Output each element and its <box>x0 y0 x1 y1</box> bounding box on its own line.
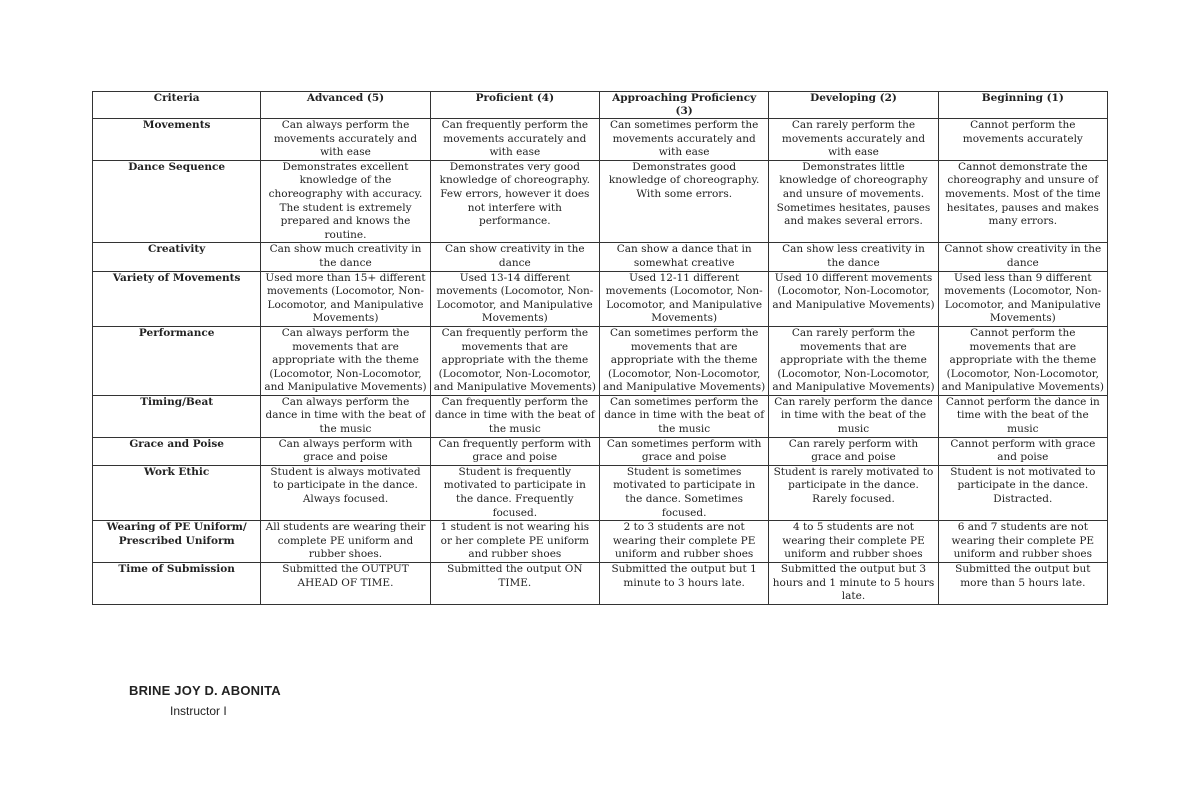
table-row <box>93 326 1108 395</box>
table-cell: 2 to 3 students are not wearing their complete PE uniform and rubber shoes <box>599 521 768 563</box>
table-cell: Can show creativity in the dance <box>430 243 599 271</box>
table-cell: Can rarely perform the dance in time with the beat of the music <box>769 395 938 437</box>
table-cell: Used 13-14 different movements (Locomotor, Non-Locomotor, and Manipulative Movements) <box>430 271 599 326</box>
table-cell: Can rarely perform the movements that are appropriate with the theme (Locomotor, Non-Locomotor, and Manipulative Movements) <box>769 326 938 395</box>
table-cell: 4 to 5 students are not wearing their complete PE uniform and rubber shoes <box>769 521 938 563</box>
table-cell: Student is frequently motivated to participate in the dance. Frequently focused. <box>430 465 599 520</box>
header-advanced: Advanced (5) <box>261 92 430 119</box>
table-cell: Demonstrates very good knowledge of choreography. Few errors, however it does not interfere with performance. <box>430 160 599 243</box>
table-cell: Can sometimes perform the movements that are appropriate with the theme (Locomotor, Non-Locomotor, and Manipulative Movements) <box>599 326 768 395</box>
table-cell: Can always perform the dance in time with the beat of the music <box>261 395 430 437</box>
table-cell: Can show a dance that in somewhat creative <box>599 243 768 271</box>
criteria-cell: Dance Sequence <box>93 160 261 243</box>
table-cell: Submitted the output but more than 5 hours late. <box>938 563 1107 605</box>
table-cell: Can sometimes perform the dance in time with the beat of the music <box>599 395 768 437</box>
table-cell: Used more than 15+ different movements (Locomotor, Non-Locomotor, and Manipulative Movements) <box>261 271 430 326</box>
signatory-title: Instructor I <box>170 704 227 718</box>
table-cell: Demonstrates good knowledge of choreography. With some errors. <box>599 160 768 243</box>
table-cell: Cannot perform the movements that are appropriate with the theme (Locomotor, Non-Locomotor, and Manipulative Movements) <box>938 326 1107 395</box>
criteria-cell: Work Ethic <box>93 465 261 520</box>
table-cell: Cannot perform the dance in time with the beat of the music <box>938 395 1107 437</box>
table-cell: Submitted the output ON TIME. <box>430 563 599 605</box>
table-cell: Cannot demonstrate the choreography and unsure of movements. Most of the time hesitates, pauses and makes many errors. <box>938 160 1107 243</box>
table-cell: Used 12-11 different movements (Locomotor, Non-Locomotor, and Manipulative Movements) <box>599 271 768 326</box>
criteria-cell: Movements <box>93 119 261 161</box>
table-row <box>93 160 1108 243</box>
table-cell: All students are wearing their complete PE uniform and rubber shoes. <box>261 521 430 563</box>
table-cell: Can frequently perform the movements that are appropriate with the theme (Locomotor, Non-Locomotor, and Manipulative Movements) <box>430 326 599 395</box>
table-cell: 1 student is not wearing his or her complete PE uniform and rubber shoes <box>430 521 599 563</box>
table-cell: Demonstrates excellent knowledge of the choreography with accuracy. The student is extremely prepared and knows the routine. <box>261 160 430 243</box>
header-proficient: Proficient (4) <box>430 92 599 119</box>
table-row <box>93 119 1108 161</box>
table-row <box>93 271 1108 326</box>
table-row <box>93 465 1108 520</box>
table-cell: Demonstrates little knowledge of choreography and unsure of movements. Sometimes hesitates, pauses and makes several errors. <box>769 160 938 243</box>
header-approaching: Approaching Proficiency (3) <box>599 92 768 119</box>
table-row <box>93 243 1108 271</box>
header-developing: Developing (2) <box>769 92 938 119</box>
table-cell: Submitted the OUTPUT AHEAD OF TIME. <box>261 563 430 605</box>
signature-block <box>129 683 281 718</box>
table-cell: Student is rarely motivated to participate in the dance. Rarely focused. <box>769 465 938 520</box>
table-row <box>93 563 1108 605</box>
criteria-cell: Time of Submission <box>93 563 261 605</box>
criteria-cell: Wearing of PE Uniform/ Prescribed Uniform <box>93 521 261 563</box>
table-cell: Student is always motivated to participate in the dance. Always focused. <box>261 465 430 520</box>
table-cell: Can always perform the movements accurately and with ease <box>261 119 430 161</box>
table-cell: Can always perform the movements that are appropriate with the theme (Locomotor, Non-Locomotor, and Manipulative Movements) <box>261 326 430 395</box>
table-cell: Student is sometimes motivated to participate in the dance. Sometimes focused. <box>599 465 768 520</box>
table-cell: Can sometimes perform the movements accurately and with ease <box>599 119 768 161</box>
table-cell: Can rarely perform the movements accurately and with ease <box>769 119 938 161</box>
table-cell: Can always perform with grace and poise <box>261 437 430 465</box>
rubric-table <box>92 91 1108 605</box>
table-cell: Submitted the output but 1 minute to 3 hours late. <box>599 563 768 605</box>
criteria-cell: Timing/Beat <box>93 395 261 437</box>
header-row <box>93 92 1108 119</box>
table-cell: Used less than 9 different movements (Locomotor, Non-Locomotor, and Manipulative Movements) <box>938 271 1107 326</box>
table-cell: Can show less creativity in the dance <box>769 243 938 271</box>
header-criteria: Criteria <box>93 92 261 119</box>
table-cell: Can frequently perform the dance in time with the beat of the music <box>430 395 599 437</box>
table-cell: Can show much creativity in the dance <box>261 243 430 271</box>
table-cell: Student is not motivated to participate in the dance. Distracted. <box>938 465 1107 520</box>
criteria-cell: Grace and Poise <box>93 437 261 465</box>
table-row <box>93 521 1108 563</box>
table-row <box>93 395 1108 437</box>
criteria-cell: Variety of Movements <box>93 271 261 326</box>
table-cell: Used 10 different movements (Locomotor, Non-Locomotor, and Manipulative Movements) <box>769 271 938 326</box>
table-cell: Cannot perform with grace and poise <box>938 437 1107 465</box>
criteria-cell: Creativity <box>93 243 261 271</box>
table-cell: Can sometimes perform with grace and poise <box>599 437 768 465</box>
table-cell: Cannot show creativity in the dance <box>938 243 1107 271</box>
signatory-name: BRINE JOY D. ABONITA <box>129 683 281 698</box>
table-cell: Can rarely perform with grace and poise <box>769 437 938 465</box>
table-cell: Cannot perform the movements accurately <box>938 119 1107 161</box>
table-cell: 6 and 7 students are not wearing their complete PE uniform and rubber shoes <box>938 521 1107 563</box>
table-cell: Submitted the output but 3 hours and 1 minute to 5 hours late. <box>769 563 938 605</box>
table-row <box>93 437 1108 465</box>
criteria-cell: Performance <box>93 326 261 395</box>
table-cell: Can frequently perform with grace and poise <box>430 437 599 465</box>
table-cell: Can frequently perform the movements accurately and with ease <box>430 119 599 161</box>
header-beginning: Beginning (1) <box>938 92 1107 119</box>
